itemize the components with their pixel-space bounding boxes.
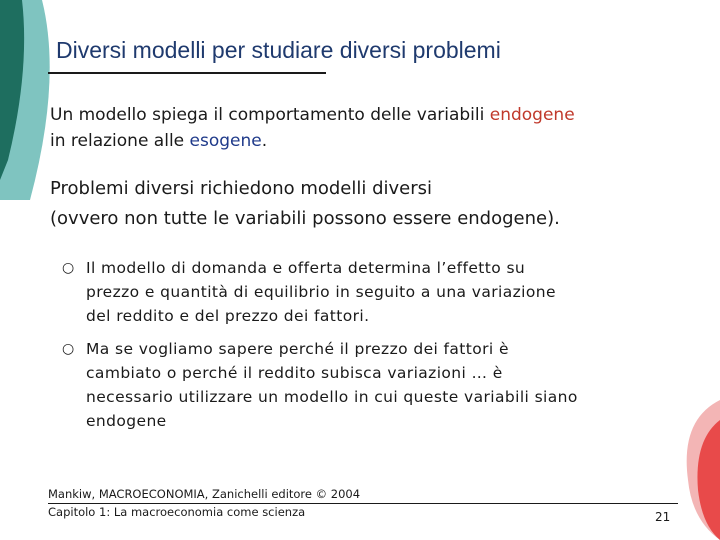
bullet-text-line: prezzo e quantità di equilibrio in seguito a una variazione <box>86 283 556 301</box>
bullet-text-line: cambiato o perché il reddito subisca variazioni … è <box>86 364 503 382</box>
bullet-text-line: necessario utilizzare un modello in cui queste variabili siano <box>86 388 578 406</box>
term-endogene: endogene <box>489 105 575 125</box>
page-number: 21 <box>655 510 671 524</box>
decorative-corner-shape-bottom <box>680 400 720 540</box>
bullet-item <box>62 256 556 328</box>
footer-source: Mankiw, MACROECONOMIA, Zanichelli editore © 2004 <box>48 487 361 501</box>
bullet-circle-icon: ○ <box>62 341 75 357</box>
term-esogene: esogene <box>189 131 262 151</box>
intro-text: Un modello spiega il comportamento delle variabili <box>50 105 490 125</box>
problems-line: (ovvero non tutte le variabili possono essere endogene). <box>50 208 560 229</box>
bullet-text-line: Il modello di domanda e offerta determina l’effetto su <box>86 259 526 277</box>
bullet-item <box>62 337 578 433</box>
problems-line: Problemi diversi richiedono modelli diversi <box>50 178 433 199</box>
paragraph-intro <box>50 102 575 154</box>
bullet-text-line: del reddito e del prezzo dei fattori. <box>86 307 370 325</box>
title-underline <box>48 72 326 74</box>
bullet-text-line: Ma se vogliamo sapere perché il prezzo dei fattori è <box>86 340 509 358</box>
footer-divider <box>48 503 678 504</box>
intro-text: in relazione alle <box>50 131 190 151</box>
decorative-corner-shape <box>0 0 60 200</box>
bullet-text-line: endogene <box>86 412 167 430</box>
bullet-circle-icon: ○ <box>62 260 75 276</box>
intro-text: . <box>261 131 268 151</box>
footer-chapter: Capitolo 1: La macroeconomia come scienza <box>48 505 306 519</box>
slide-title: Diversi modelli per studiare diversi problemi <box>56 37 501 63</box>
paragraph-problems <box>50 174 560 234</box>
